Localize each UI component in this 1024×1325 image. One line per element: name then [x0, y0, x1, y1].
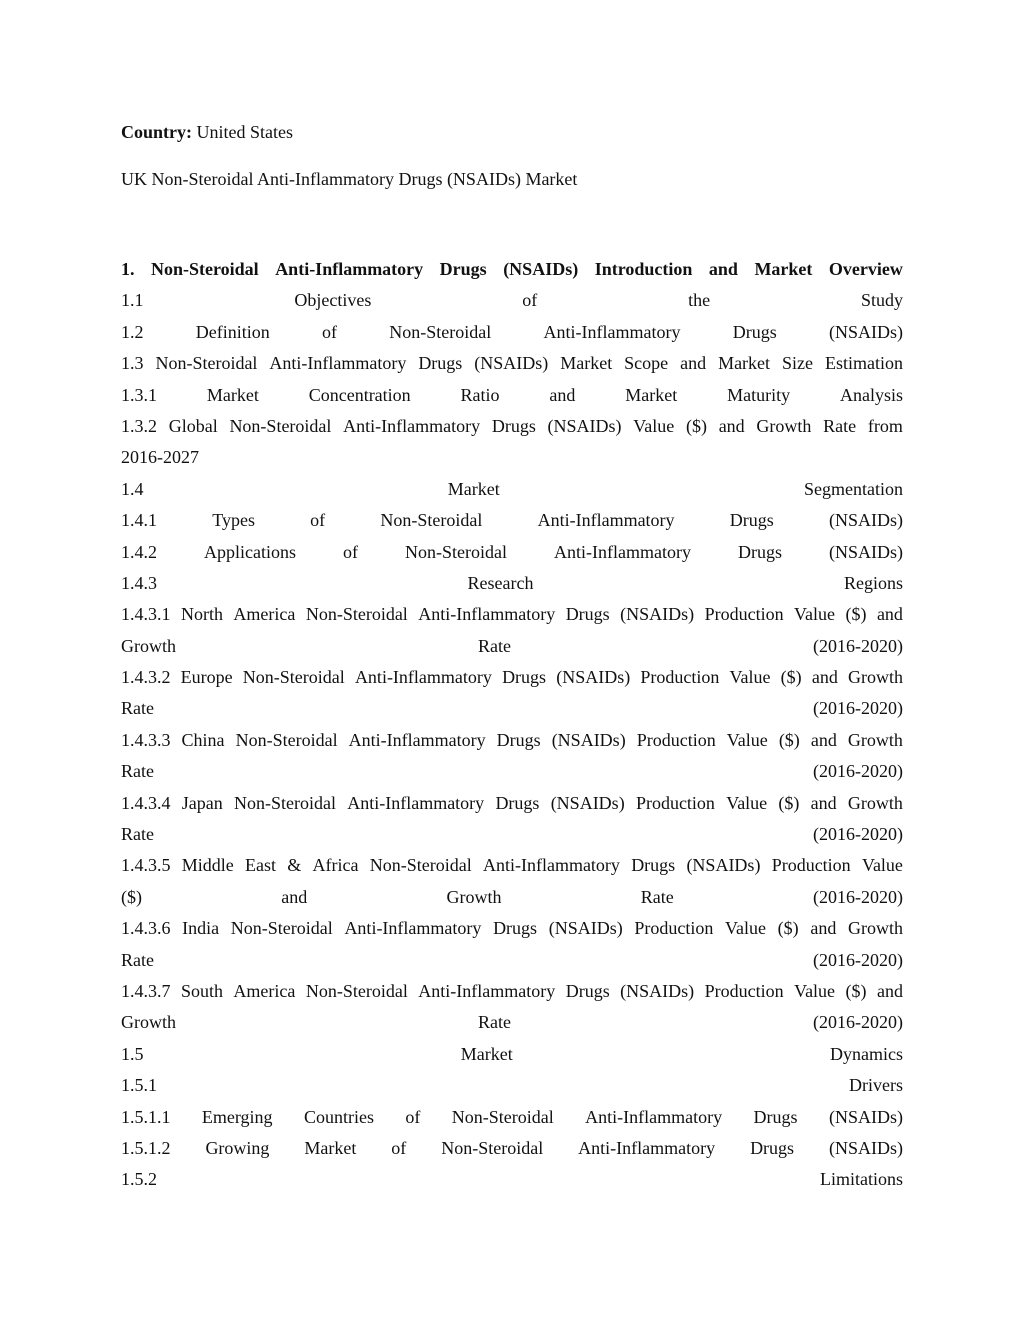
toc-word: Non-Steroidal [441, 1137, 544, 1158]
toc-word: Value [861, 855, 903, 876]
toc-word: Rate [121, 824, 154, 845]
toc-word: 1.4.1 [121, 510, 157, 531]
toc-word: Anti-Inflammatory [482, 855, 620, 876]
toc-word: Anti-Inflammatory [269, 353, 407, 374]
toc-word: South [180, 980, 223, 1001]
toc-line [121, 317, 903, 348]
toc-word: 1.3.1 [121, 384, 157, 405]
toc-word: Production [636, 729, 716, 750]
toc-line [121, 850, 903, 881]
toc-word: Growth [847, 792, 903, 813]
toc-word: (NSAIDs) [829, 1137, 903, 1158]
toc-word: Maturity [727, 384, 791, 405]
toc-word: Growth [121, 635, 176, 656]
toc-line [121, 1102, 903, 1133]
toc-word: 1.3.2 [121, 415, 157, 436]
toc-word: Rate [121, 698, 154, 719]
toc-word: Drugs [737, 541, 782, 562]
toc-word: 1.4.3.6 [121, 918, 171, 939]
toc-word: the [688, 290, 711, 311]
toc-word: Production [771, 855, 851, 876]
toc-line [121, 725, 903, 756]
toc-word: 1.4.3.1 [121, 604, 171, 625]
toc-word: North [180, 604, 223, 625]
toc-word: Rate [640, 886, 674, 907]
toc-word: Drugs [732, 321, 777, 342]
toc-word: Anti-Inflammatory [537, 510, 675, 531]
toc-word: Production [635, 792, 715, 813]
toc-word: Market [718, 353, 771, 374]
toc-word: 1.2 [121, 321, 144, 342]
toc-word: Non-Steroidal [242, 667, 345, 688]
report-title: UK Non-Steroidal Anti-Inflammatory Drugs (NSAIDs) Market [121, 169, 578, 189]
toc-word: Non-Steroidal [151, 259, 259, 279]
toc-word: and [680, 353, 707, 374]
toc-word: Anti-Inflammatory [418, 980, 556, 1001]
toc-word: Types [212, 510, 255, 531]
toc-word: Dynamics [830, 1043, 903, 1064]
toc-word: 1.4.2 [121, 541, 157, 562]
toc-word: Value [794, 604, 836, 625]
toc-word: ($) [845, 604, 867, 625]
toc-word: Limitations [820, 1169, 903, 1190]
toc-word: and [281, 886, 308, 907]
toc-word: Anti-Inflammatory [344, 918, 482, 939]
toc-line [121, 411, 903, 442]
toc-word: (NSAIDs) [547, 415, 622, 436]
toc-word: (NSAIDs) [829, 510, 903, 531]
toc-word: America [233, 980, 296, 1001]
toc-line [121, 505, 903, 536]
toc-word: Drugs [496, 729, 541, 750]
toc-word: (NSAIDs) [686, 855, 761, 876]
toc-line [121, 788, 903, 819]
toc-word: Drugs [439, 259, 487, 279]
toc-word: (NSAIDs) [550, 792, 625, 813]
toc-word: and [549, 384, 576, 405]
toc-word: (NSAIDs) [548, 918, 623, 939]
toc-word: and [810, 792, 837, 813]
toc-word: (2016-2020) [813, 824, 903, 845]
toc-line [121, 1133, 903, 1164]
toc-word: Drugs [495, 792, 540, 813]
toc-word: (NSAIDs) [620, 604, 695, 625]
toc-line [121, 568, 903, 599]
toc-word: Definition [195, 321, 270, 342]
toc-line [121, 882, 903, 913]
toc-word: Global [168, 415, 218, 436]
toc-word: 1.5.2 [121, 1169, 157, 1190]
toc-word: ($) [777, 918, 799, 939]
toc-word: and [811, 667, 838, 688]
toc-word: 1.4.3.2 [121, 667, 171, 688]
toc-word: ($) [780, 667, 802, 688]
toc-word: Study [860, 290, 903, 311]
toc-word: Non-Steroidal [305, 604, 408, 625]
toc-word: Rate [121, 761, 154, 782]
toc-word: and [718, 415, 745, 436]
toc-word: Value [633, 415, 675, 436]
toc-line [121, 537, 903, 568]
toc-word: of [405, 1106, 421, 1127]
toc-word: Analysis [839, 384, 903, 405]
toc-word: (NSAIDs) [551, 729, 626, 750]
toc-line [121, 1164, 903, 1195]
toc-word: Non-Steroidal [389, 321, 492, 342]
toc-word: Value [725, 918, 767, 939]
toc-word: Market [447, 478, 500, 499]
toc-line [121, 662, 903, 693]
toc-word: Rate [121, 949, 154, 970]
toc-word: Drugs [491, 415, 536, 436]
toc-word: Drugs [493, 918, 538, 939]
toc-word: of [310, 510, 326, 531]
toc-word: (NSAIDs) [474, 353, 549, 374]
toc-word: 1.5.1.2 [121, 1137, 171, 1158]
toc-word: Japan [181, 792, 223, 813]
toc-word: (2016-2020) [813, 886, 903, 907]
toc-word: Concentration [308, 384, 411, 405]
toc-word: Drugs [565, 604, 610, 625]
toc-word: Growth [756, 415, 812, 436]
toc-word: Production [704, 980, 784, 1001]
toc-word: 1.5.1.1 [121, 1106, 171, 1127]
toc-word: Countries [303, 1106, 374, 1127]
table-of-contents [121, 254, 903, 1196]
toc-word: & [287, 855, 302, 876]
toc-line [121, 976, 903, 1007]
toc-word: Drugs [753, 1106, 798, 1127]
toc-word: Drugs [502, 667, 547, 688]
toc-word: Drugs [631, 855, 676, 876]
toc-word: ($) [845, 980, 867, 1001]
toc-word: Anti-Inflammatory [343, 415, 481, 436]
toc-line: 2016-2027 [121, 447, 199, 468]
toc-word: Market [625, 384, 678, 405]
toc-word: (NSAIDs) [620, 980, 695, 1001]
toc-line [121, 599, 903, 630]
toc-word: of [343, 541, 358, 562]
toc-word: and [810, 729, 837, 750]
toc-word: Emerging [201, 1106, 273, 1127]
toc-word: Rate [823, 415, 857, 436]
toc-line [121, 285, 903, 316]
toc-word: Market [560, 353, 613, 374]
toc-word: (2016-2020) [813, 1012, 903, 1033]
toc-word: and [708, 259, 738, 279]
toc-word: Production [634, 918, 714, 939]
toc-word: East [245, 855, 276, 876]
toc-word: Drugs [565, 980, 610, 1001]
toc-word: (2016-2020) [813, 698, 903, 719]
toc-word: (2016-2020) [813, 949, 903, 970]
toc-word: Growth [847, 918, 903, 939]
toc-word: Ratio [460, 384, 500, 405]
toc-word: of [522, 290, 538, 311]
toc-word: Market [754, 259, 813, 279]
toc-line [121, 380, 903, 411]
toc-word: Anti-Inflammatory [275, 259, 424, 279]
toc-word: Europe [180, 667, 233, 688]
toc-word: Anti-Inflammatory [347, 792, 485, 813]
toc-word: Growth [121, 1012, 176, 1033]
toc-word: (NSAIDs) [503, 259, 579, 279]
toc-word: Non-Steroidal [155, 353, 258, 374]
toc-word: Anti-Inflammatory [553, 541, 691, 562]
toc-word: Drugs [729, 510, 774, 531]
toc-word: Growth [847, 729, 903, 750]
toc-word: Applications [204, 541, 296, 562]
country-line [121, 121, 903, 143]
toc-line [121, 254, 903, 285]
toc-line [121, 1039, 903, 1070]
toc-line [121, 1007, 903, 1038]
toc-word: from [867, 415, 903, 436]
toc-word: Growing [205, 1137, 270, 1158]
toc-word: Anti-Inflammatory [418, 604, 556, 625]
toc-word: America [233, 604, 296, 625]
toc-word: Size [782, 353, 813, 374]
toc-word: Drugs [750, 1137, 795, 1158]
toc-word: 1.5 [121, 1043, 144, 1064]
toc-word: Non-Steroidal [230, 918, 333, 939]
toc-word: Rate [478, 1012, 511, 1033]
toc-word: Non-Steroidal [380, 510, 483, 531]
toc-word: Non-Steroidal [369, 855, 472, 876]
toc-word: ($) [778, 792, 800, 813]
toc-word: Research [467, 572, 534, 593]
toc-word: of [322, 321, 337, 342]
toc-word: 1.4.3.7 [121, 980, 171, 1001]
toc-word: Estimation [824, 353, 903, 374]
country-value: United States [196, 122, 293, 142]
toc-word: Drugs [418, 353, 463, 374]
toc-word: Non-Steroidal [305, 980, 408, 1001]
toc-line [121, 819, 903, 850]
toc-word: Non-Steroidal [405, 541, 507, 562]
toc-word: Anti-Inflammatory [543, 321, 681, 342]
toc-word: Rate [478, 635, 511, 656]
toc-word: (2016-2020) [813, 635, 903, 656]
toc-word: Non-Steroidal [233, 792, 336, 813]
toc-word: ($) [685, 415, 707, 436]
toc-word: Middle [181, 855, 234, 876]
toc-word: Anti-Inflammatory [585, 1106, 723, 1127]
toc-word: Value [726, 792, 768, 813]
toc-line [121, 1070, 903, 1101]
toc-word: Non-Steroidal [235, 729, 338, 750]
toc-word: 1.4.3.3 [121, 729, 171, 750]
toc-word: 1.5.1 [121, 1075, 157, 1096]
toc-word: Anti-Inflammatory [348, 729, 486, 750]
toc-word: Value [726, 729, 768, 750]
toc-line [121, 631, 903, 662]
toc-line [121, 348, 903, 379]
toc-word: Market [460, 1043, 513, 1064]
toc-word: Segmentation [804, 478, 903, 499]
toc-word: Value [729, 667, 771, 688]
toc-word: 1.3 [121, 353, 144, 374]
toc-word: (NSAIDs) [828, 1106, 903, 1127]
toc-word: Non-Steroidal [229, 415, 332, 436]
toc-word: Anti-Inflammatory [578, 1137, 716, 1158]
toc-word: Value [794, 980, 836, 1001]
toc-line [121, 913, 903, 944]
toc-word: Africa [312, 855, 359, 876]
toc-line [121, 756, 903, 787]
toc-word: 1.4 [121, 478, 144, 499]
toc-word: Growth [847, 667, 903, 688]
toc-word: Regions [843, 572, 903, 593]
toc-line [121, 693, 903, 724]
toc-word: and [876, 980, 903, 1001]
toc-word: Production [704, 604, 784, 625]
toc-word: Market [304, 1137, 357, 1158]
toc-word: 1.4.3.5 [121, 855, 171, 876]
toc-line [121, 945, 903, 976]
toc-word: ($) [121, 886, 142, 907]
toc-word: (NSAIDs) [828, 541, 903, 562]
toc-word: Objectives [294, 290, 372, 311]
toc-word: 1.4.3 [121, 572, 157, 593]
toc-word: 1.1 [121, 290, 144, 311]
toc-word: and [876, 604, 903, 625]
toc-word: Market [206, 384, 259, 405]
toc-word: (NSAIDs) [556, 667, 631, 688]
toc-word: Drivers [849, 1075, 903, 1096]
toc-word: ($) [778, 729, 800, 750]
toc-word: Non-Steroidal [451, 1106, 554, 1127]
toc-line [121, 474, 903, 505]
toc-word: of [391, 1137, 407, 1158]
toc-word: Production [640, 667, 720, 688]
toc-word: China [181, 729, 225, 750]
toc-word: Scope [624, 353, 669, 374]
toc-word: Anti-Inflammatory [354, 667, 492, 688]
toc-word: 1. [121, 259, 135, 279]
toc-word: (2016-2020) [813, 761, 903, 782]
toc-word: Overview [828, 259, 903, 279]
toc-word: and [810, 918, 837, 939]
toc-word: 1.4.3.4 [121, 792, 171, 813]
country-label: Country: [121, 122, 192, 142]
toc-word: Growth [446, 886, 502, 907]
toc-word: India [182, 918, 220, 939]
toc-word: Introduction [594, 259, 693, 279]
toc-word: (NSAIDs) [828, 321, 903, 342]
